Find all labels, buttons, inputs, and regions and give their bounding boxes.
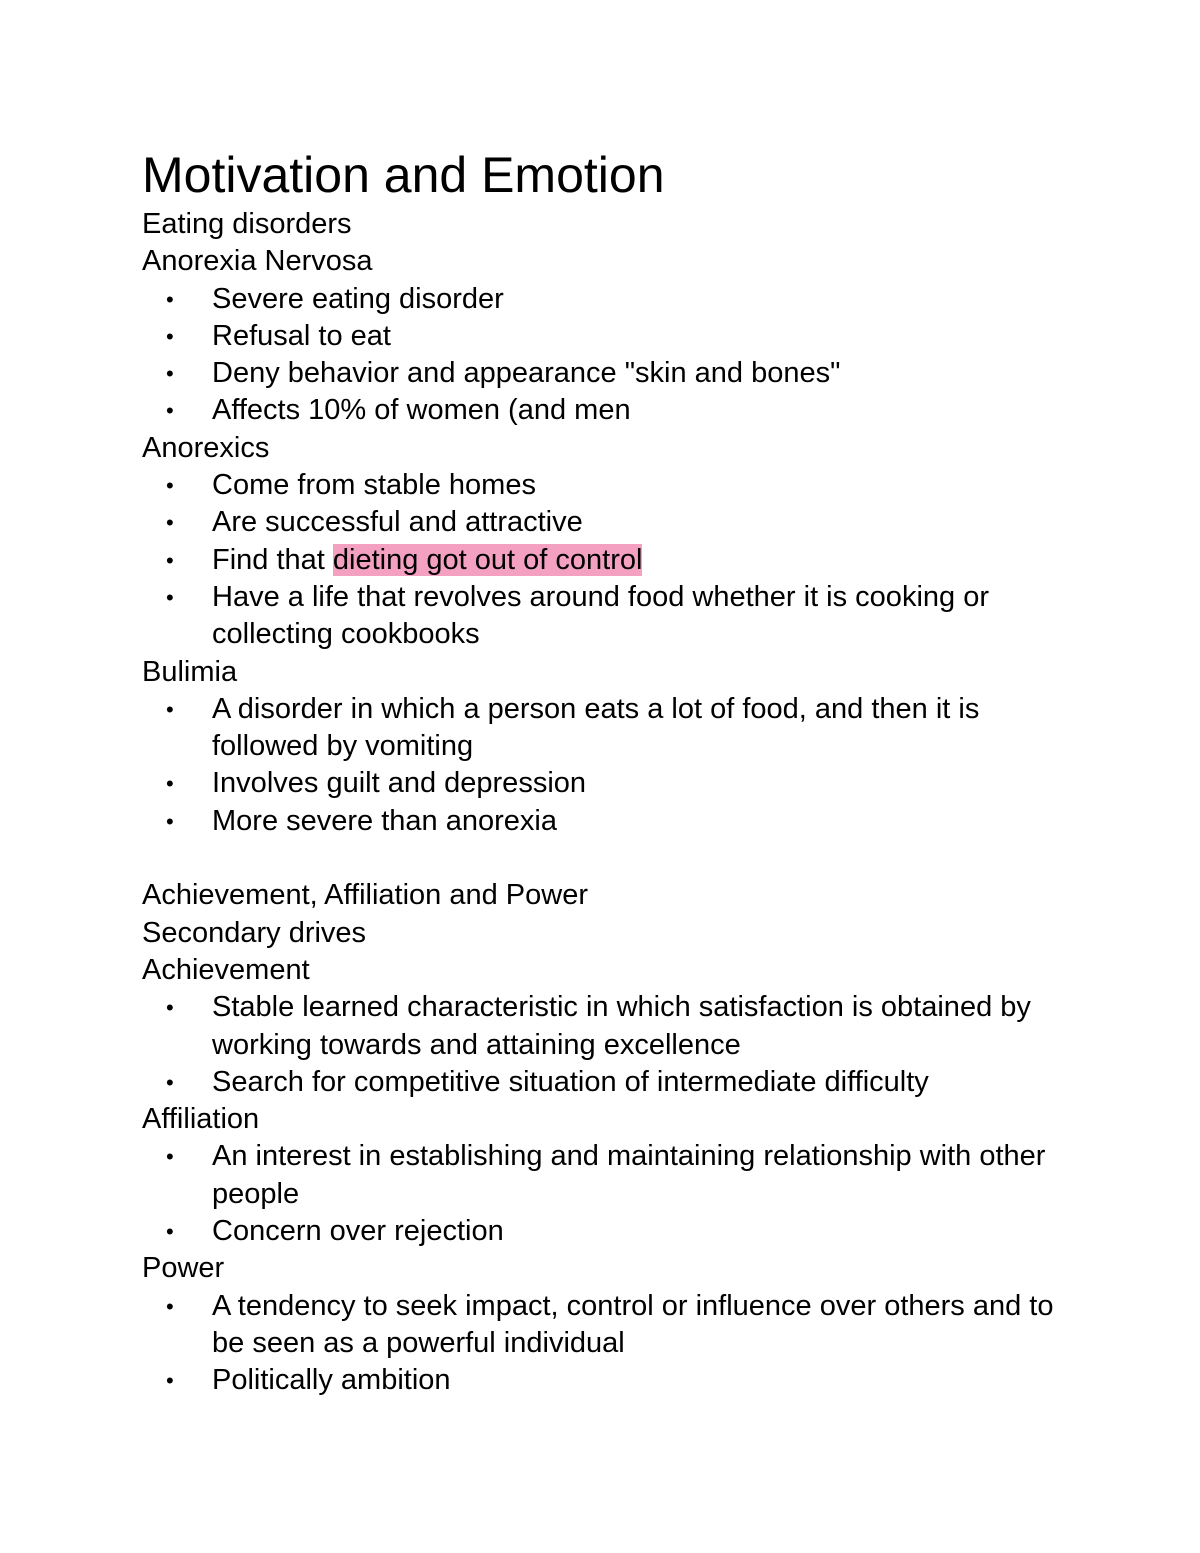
list-item: • A tendency to seek impact, control or influence over others and to be seen as a powerful individual — [166, 1289, 1054, 1359]
bullet-icon: • — [166, 808, 174, 834]
list-item: • Are successful and attractive — [142, 504, 1082, 541]
list-item: • Refusal to eat — [142, 318, 1082, 355]
bullet-icon: • — [166, 1144, 174, 1170]
subheading-affiliation: Affiliation — [142, 1103, 260, 1136]
anorexics-list — [142, 467, 1082, 653]
bullet-icon: • — [166, 1219, 174, 1245]
subheading-achievement: Achievement — [142, 953, 310, 986]
anorexia-nervosa-list — [142, 281, 1082, 430]
list-item: • Severe eating disorder — [142, 281, 1082, 318]
bullet-icon: • — [166, 696, 174, 722]
bullet-icon: • — [166, 323, 174, 349]
list-item: • Search for competitive situation of intermediate difficulty — [142, 1064, 1082, 1101]
page-title: Motivation and Emotion — [142, 147, 665, 203]
list-item: • Concern over rejection — [142, 1213, 1082, 1250]
list-item: • Come from stable homes — [142, 467, 1082, 504]
bullet-icon: • — [166, 995, 174, 1021]
bullet-icon: • — [166, 398, 174, 424]
list-item: • A disorder in which a person eats a lot of food, and then it is followed by vomiting — [166, 692, 980, 763]
achievement-list — [142, 989, 1082, 1101]
bullet-icon: • — [166, 1293, 174, 1319]
bullet-icon: • — [166, 547, 174, 573]
highlighted-text: dieting got out of control — [332, 543, 643, 576]
list-item: • Involves guilt and depression — [142, 765, 1082, 802]
subheading-secondary-drives: Secondary drives — [142, 916, 367, 949]
power-list — [142, 1288, 1082, 1400]
list-item: • Deny behavior and appearance "skin and bones" — [142, 355, 1082, 392]
list-item: • An interest in establishing and maintaining relationship with other people — [166, 1140, 1046, 1210]
bullet-icon: • — [166, 361, 174, 387]
bullet-icon: • — [166, 771, 174, 797]
section-heading-achievement-affiliation-power: Achievement, Affiliation and Power — [142, 879, 589, 912]
bullet-icon: • — [166, 473, 174, 499]
list-item: • Affects 10% of women (and men — [142, 392, 1082, 429]
subheading-anorexia-nervosa: Anorexia Nervosa — [142, 245, 373, 278]
subheading-anorexics: Anorexics — [142, 431, 270, 464]
list-item: • More severe than anorexia — [142, 803, 1082, 840]
bullet-icon: • — [166, 510, 174, 536]
list-item: • Find that dieting got out of control — [142, 542, 1082, 579]
subheading-power: Power — [142, 1252, 225, 1285]
list-item: • Have a life that revolves around food whether it is cooking or collecting cookbooks — [166, 580, 989, 651]
bullet-icon: • — [166, 1069, 174, 1095]
bulimia-list — [142, 691, 1082, 840]
list-item: • Politically ambition — [142, 1362, 1082, 1399]
bullet-icon: • — [166, 286, 174, 312]
list-item: • Stable learned characteristic in which satisfaction is obtained by working towards and attaining excellence — [166, 991, 1031, 1061]
bullet-icon: • — [166, 1368, 174, 1394]
blank-line — [142, 840, 1082, 877]
notes-content — [142, 146, 1082, 1400]
section-heading-eating-disorders: Eating disorders — [142, 208, 352, 240]
affiliation-list — [142, 1138, 1082, 1250]
bullet-icon: • — [166, 584, 174, 610]
subheading-bulimia: Bulimia — [142, 655, 238, 688]
